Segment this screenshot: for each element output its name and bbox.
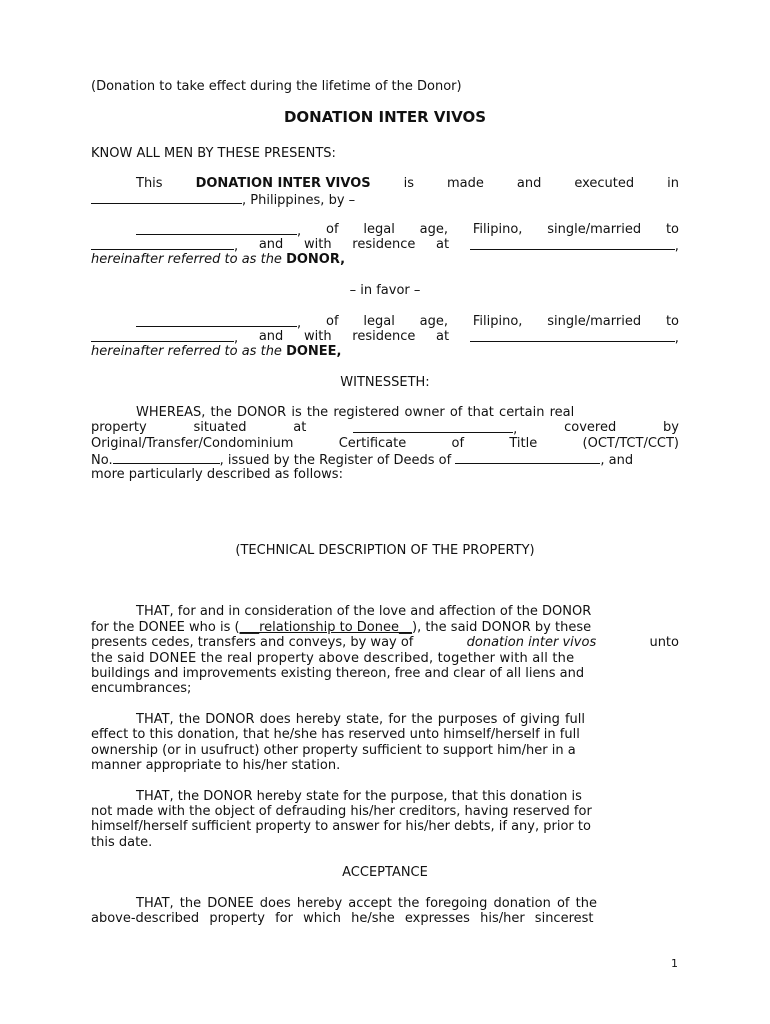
whereas-line-1: WHEREAS, the DONOR is the registered owner of that certain real (136, 405, 575, 420)
donor-residence-blank[interactable] (470, 237, 675, 250)
that1-line-5: buildings and improvements existing thereon, free and clear of all liens and (91, 666, 585, 681)
donee-name-blank[interactable] (136, 314, 297, 327)
place-blank[interactable] (91, 191, 242, 204)
relationship-field[interactable]: ___relationship to Donee__ (239, 620, 412, 635)
that1-line-1: THAT, for and in consideration of the love and affection of the DONOR (136, 604, 592, 619)
know-all-heading: KNOW ALL MEN BY THESE PRESENTS: (91, 146, 336, 161)
that1-line-6: encumbrances; (91, 681, 192, 696)
donor-line-3: hereinafter referred to as the DONOR, (91, 252, 346, 267)
donor-spouse-blank[interactable] (91, 237, 234, 250)
page-number: 1 (671, 957, 678, 970)
that2-line-2: effect to this donation, that he/she has reserved unto himself/herself in full (91, 727, 580, 742)
document-title: DONATION INTER VIVOS (283, 108, 487, 126)
that4-line-2: above-described property for which he/she expresses his/her sincerest (91, 911, 594, 926)
intro-bold-title: DONATION INTER VIVOS (195, 176, 371, 191)
whereas-line-3: Original/Transfer/Condominium Certificate of Title (OCT/TCT/CCT) (91, 436, 679, 451)
that3-line-3: himself/herself sufficient property to answer for his/her debts, if any, prior to (91, 819, 591, 834)
that1-line-3: presents cedes, transfers and conveys, by way of donation inter vivos unto (91, 635, 679, 650)
technical-description-heading: (TECHNICAL DESCRIPTION OF THE PROPERTY) (235, 543, 535, 558)
whereas-line-4: No. , issued by the Register of Deeds of , and (91, 453, 634, 468)
donee-line-3: hereinafter referred to as the DONEE, (91, 344, 342, 359)
that3-line-4: this date. (91, 835, 153, 850)
property-location-blank[interactable] (353, 420, 513, 433)
that2-line-1: THAT, the DONOR does hereby state, for the purposes of giving full (136, 712, 586, 727)
that2-line-3: ownership (or in usufruct) other property sufficient to support him/her in a (91, 743, 576, 758)
document-note: (Donation to take effect during the lifetime of the Donor) (91, 79, 462, 94)
in-favor: – in favor – (349, 283, 421, 298)
donee-line-2: , and with residence at , (91, 329, 679, 346)
donee-role: DONEE, (286, 344, 342, 359)
register-place-blank[interactable] (455, 451, 600, 464)
that2-line-4: manner appropriate to his/her station. (91, 758, 341, 773)
intro-line: This DONATION INTER VIVOS is made and executed in (136, 176, 679, 191)
donee-line-1: , of legal age, Filipino, single/married to (136, 314, 679, 331)
that3-line-1: THAT, the DONOR hereby state for the purpose, that this donation is (136, 789, 582, 804)
title-number-blank[interactable] (113, 451, 220, 464)
acceptance-heading: ACCEPTANCE (342, 865, 428, 880)
that1-line-4: the said DONEE the real property above described, together with all the (91, 651, 575, 666)
donee-residence-blank[interactable] (470, 329, 675, 342)
donor-line-1: , of legal age, Filipino, single/married to (136, 222, 679, 239)
that3-line-2: not made with the object of defrauding his/her creditors, having reserved for (91, 804, 592, 819)
donee-spouse-blank[interactable] (91, 329, 234, 342)
donor-name-blank[interactable] (136, 222, 297, 235)
that1-line-2: for the DONEE who is (___relationship to Donee__), the said DONOR by these (91, 620, 592, 635)
donor-role: DONOR, (286, 252, 346, 267)
witnesseth-heading: WITNESSETH: (340, 375, 430, 390)
whereas-line-2: property situated at , covered by (91, 420, 679, 437)
that4-line-1: THAT, the DONEE does hereby accept the foregoing donation of the (136, 896, 597, 911)
donor-line-2: , and with residence at , (91, 237, 679, 254)
place-line: , Philippines, by – (91, 191, 679, 208)
whereas-line-5: more particularly described as follows: (91, 467, 343, 482)
